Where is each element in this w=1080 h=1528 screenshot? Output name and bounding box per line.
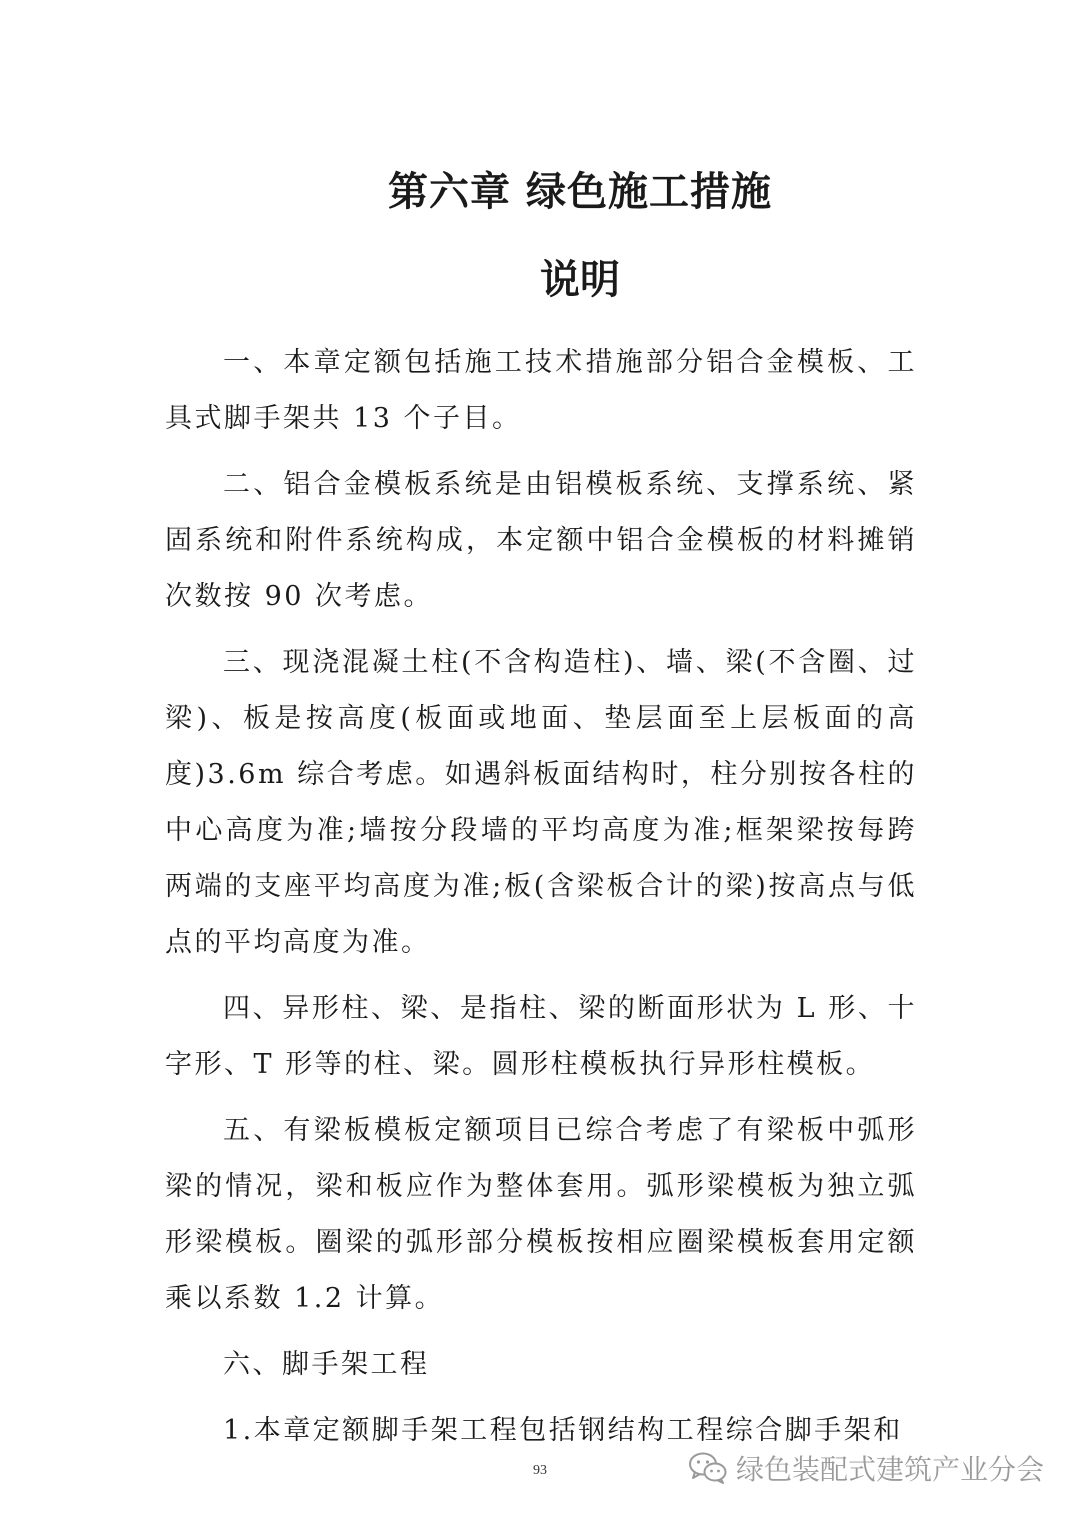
paragraph-1: 一、本章定额包括施工技术措施部分铝合金模板、工具式脚手架共 13 个子目。 [165,347,917,434]
page-number: 93 [533,1463,547,1478]
section-title: 说明 [540,257,620,303]
watermark-text: 绿色装配式建筑产业分会 [735,1453,1044,1486]
paragraph-6: 六、脚手架工程 [223,1349,430,1380]
wechat-icon [688,1451,728,1485]
paragraph-7: 1.本章定额脚手架工程包括钢结构工程综合脚手架和 [223,1415,903,1446]
chapter-title: 第六章 绿色施工措施 [388,169,772,215]
paragraph-5: 五、有梁板模板定额项目已综合考虑了有梁板中弧形梁的情况，梁和板应作为整体套用。弧形梁模板为独立弧形梁模板。圈梁的弧形部分模板按相应圈梁模板套用定额乘以系数 1.2 计算。 [165,1115,917,1314]
watermark [688,1448,1044,1488]
paragraph-4: 四、异形柱、梁、是指柱、梁的断面形状为 L 形、十字形、T 形等的柱、梁。圆形柱模板执行异形柱模板。 [165,993,917,1080]
body-text [165,335,917,1469]
paragraph-3: 三、现浇混凝土柱(不含构造柱)、墙、梁(不含圈、过梁)、板是按高度(板面或地面、垫层面至上层板面的高度)3.6m 综合考虑。如遇斜板面结构时，柱分别按各柱的中心高度为准;墙按分段墙的平均高度为准;框架梁按每跨两端的支座平均高度为准;板(含梁板合计的梁)按高点与低点的平均高度为准。 [165,647,917,958]
paragraph-2: 二、铝合金模板系统是由铝模板系统、支撑系统、紧固系统和附件系统构成，本定额中铝合金模板的材料摊销次数按 90 次考虑。 [165,469,917,612]
